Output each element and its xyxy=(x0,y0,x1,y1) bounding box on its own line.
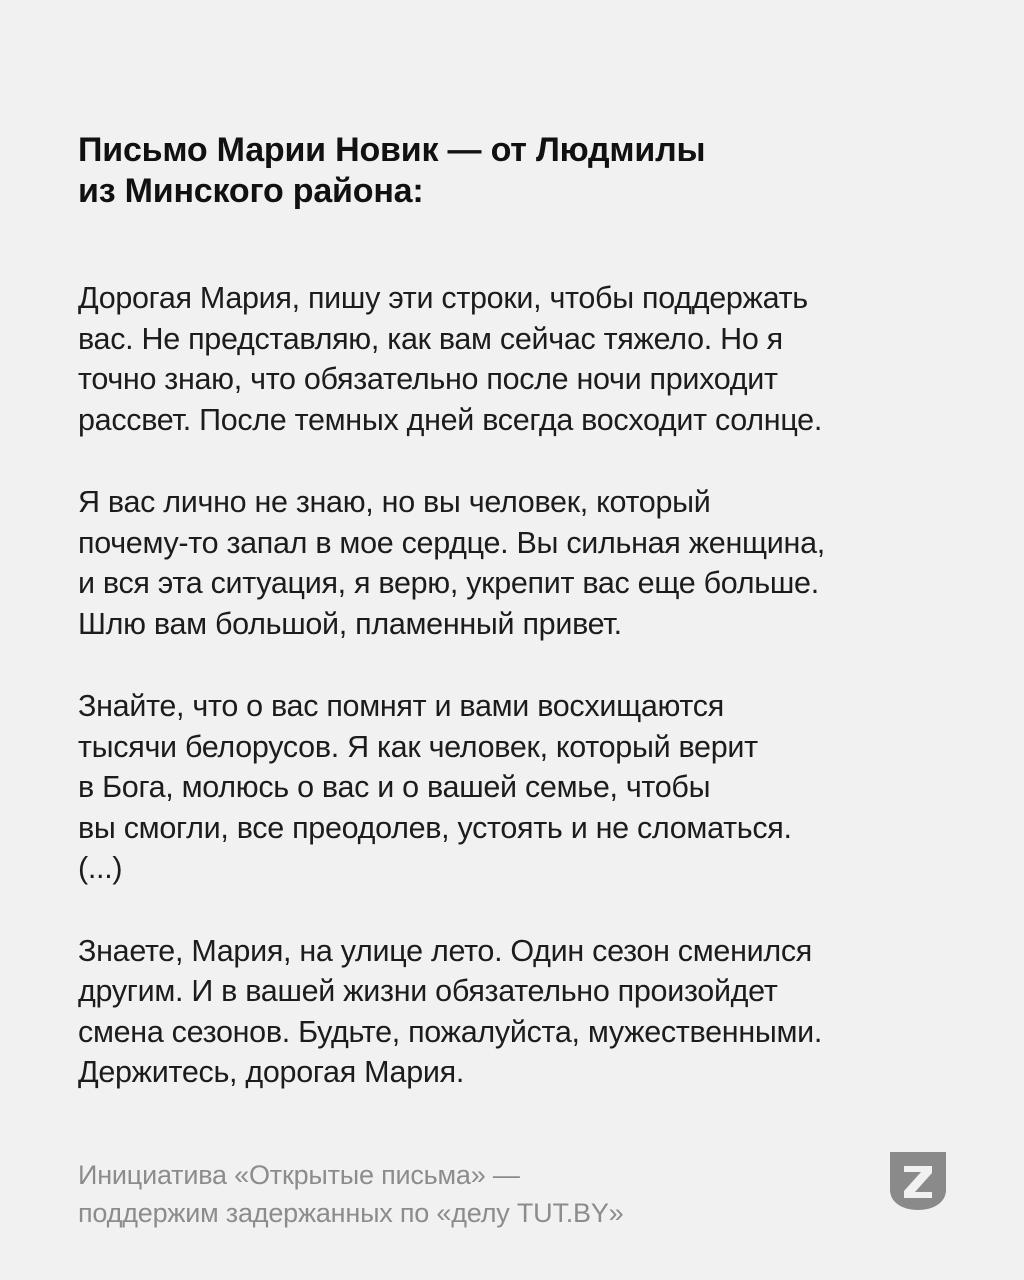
paragraph-line: Знаете, Мария, на улице лето. Один сезон сменился xyxy=(78,933,813,968)
paragraph-line: почему-то запал в мое сердце. Вы сильная женщина, xyxy=(78,525,825,560)
paragraph-line: Знайте, что о вас помнят и вами восхищаются xyxy=(78,689,724,723)
initiative-footer xyxy=(78,1156,838,1232)
paragraph-line: другим. И в вашей жизни обязательно произойдет xyxy=(78,974,778,1008)
title-line-2: из Минского района: xyxy=(78,172,424,210)
paragraph-line: в Бога, молюсь о вас и о вашей семье, чтобы xyxy=(78,770,711,804)
z-shield-logo-svg xyxy=(888,1150,948,1212)
paragraph-2 xyxy=(78,482,978,644)
paragraph-line: Шлю вам большой, пламенный привет. xyxy=(78,606,622,641)
paragraph-line: Я вас лично не знаю, но вы человек, который xyxy=(78,485,711,519)
footer-line-2: поддержим задержанных по «делу TUT.BY» xyxy=(78,1198,624,1228)
paragraph-line: (...) xyxy=(78,851,123,885)
paragraph-line: Дорогая Мария, пишу эти строки, чтобы поддержать xyxy=(78,281,808,315)
letter-body xyxy=(78,278,978,1093)
paragraph-line: вас. Не представляю, как вам сейчас тяжело. Но я xyxy=(78,321,783,356)
paragraph-line: рассвет. После темных дней всегда восходит солнце. xyxy=(78,402,823,437)
paragraph-line: смена сезонов. Будьте, пожалуйста, мужественными. xyxy=(78,1014,823,1049)
z-shield-logo-icon xyxy=(888,1150,948,1212)
paragraph-line: точно знаю, что обязательно после ночи приходит xyxy=(78,362,778,396)
footer-line-1: Инициатива «Открытые письма» — xyxy=(78,1160,520,1190)
paragraph-line: вы смогли, все преодолев, устоять и не сломаться. xyxy=(78,810,792,845)
paragraph-line: Держитесь, дорогая Мария. xyxy=(78,1055,464,1089)
paragraph-1 xyxy=(78,278,978,440)
letter-card xyxy=(78,130,978,1135)
paragraph-line: и вся эта ситуация, я верю, укрепит вас еще больше. xyxy=(78,566,819,600)
title-line-1: Письмо Марии Новик — от Людмилы xyxy=(78,131,706,169)
paragraph-4 xyxy=(78,931,978,1093)
letter-title xyxy=(78,130,978,212)
paragraph-line: тысячи белорусов. Я как человек, который верит xyxy=(78,729,758,764)
paragraph-3 xyxy=(78,686,978,889)
